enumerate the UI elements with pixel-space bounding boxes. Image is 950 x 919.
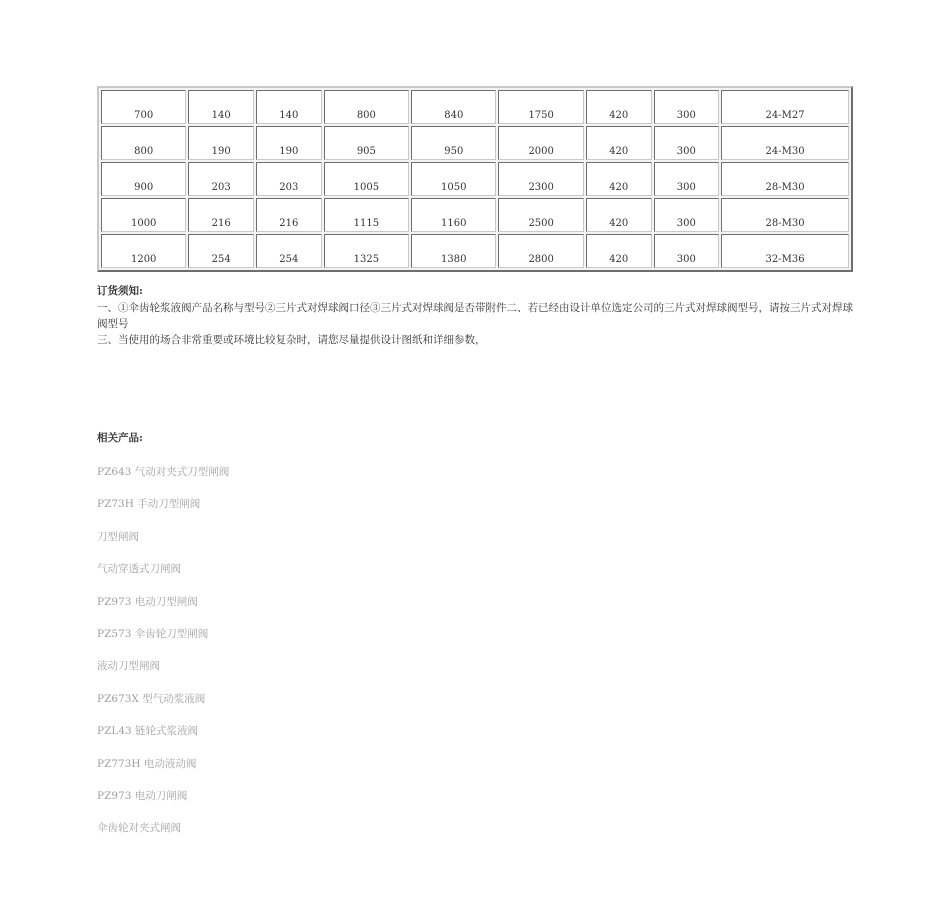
related-product-link[interactable]: PZ973 电动刀型闸阀 — [97, 595, 198, 608]
table-cell: 2500 — [498, 198, 583, 232]
table-cell: 420 — [586, 198, 652, 232]
list-item — [97, 464, 497, 480]
table-cell: 1325 — [324, 234, 409, 268]
table-cell: 216 — [256, 198, 322, 232]
related-products-list — [97, 464, 497, 836]
table-row — [101, 90, 849, 124]
table-cell: 300 — [654, 126, 720, 160]
table-cell: 300 — [654, 90, 720, 124]
table-cell: 800 — [101, 126, 186, 160]
table-cell: 24-M30 — [721, 126, 849, 160]
list-item — [97, 691, 497, 707]
order-notes-line-2: 三、当使用的场合非常重要或环境比较复杂时，请您尽量提供设计图纸和详细参数， — [97, 334, 486, 346]
table-cell: 840 — [411, 90, 496, 124]
table-cell: 2300 — [498, 162, 583, 196]
order-notes-line-1: 一、①伞齿轮浆液阀产品名称与型号②三片式对焊球阀口径③三片式对焊球阀是否带附件二、若已经由设计单位选定公司的三片式对焊球阀型号，请按三片式对焊球阀型号 — [97, 302, 853, 330]
related-product-link[interactable]: PZL43 链轮式浆液阀 — [97, 725, 199, 738]
list-item — [97, 788, 497, 804]
table-row — [101, 126, 849, 160]
related-product-link[interactable]: 液动刀型闸阀 — [97, 660, 160, 673]
table-cell: 905 — [324, 126, 409, 160]
related-product-link[interactable]: PZ73H 手动刀型闸阀 — [97, 498, 201, 511]
list-item — [97, 658, 497, 674]
order-notes — [97, 283, 857, 348]
table-cell: 420 — [586, 90, 652, 124]
table-cell: 203 — [188, 162, 254, 196]
table-cell: 140 — [188, 90, 254, 124]
table-cell: 1160 — [411, 198, 496, 232]
table-cell: 28-M30 — [721, 198, 849, 232]
related-product-link[interactable]: 刀型闸阀 — [97, 530, 139, 543]
list-item — [97, 496, 497, 512]
table-cell: 1005 — [324, 162, 409, 196]
table-cell: 1000 — [101, 198, 186, 232]
table-cell: 950 — [411, 126, 496, 160]
table-cell: 1380 — [411, 234, 496, 268]
table-cell: 900 — [101, 162, 186, 196]
table-cell: 203 — [256, 162, 322, 196]
table-cell: 1050 — [411, 162, 496, 196]
table-cell: 420 — [586, 126, 652, 160]
table-cell: 28-M30 — [721, 162, 849, 196]
related-products-title: 相关产品: — [97, 432, 143, 444]
spec-table — [97, 86, 853, 272]
table-cell: 300 — [654, 198, 720, 232]
list-item — [97, 594, 497, 610]
table-row — [101, 162, 849, 196]
table-cell: 254 — [256, 234, 322, 268]
related-product-link[interactable]: PZ643 气动对夹式刀型闸阀 — [97, 466, 230, 478]
table-cell: 1200 — [101, 234, 186, 268]
table-cell: 420 — [586, 234, 652, 268]
related-product-link[interactable]: PZ573 伞齿轮刀型闸阀 — [97, 627, 209, 640]
list-item — [97, 529, 497, 545]
list-item — [97, 561, 497, 577]
table-cell: 2800 — [498, 234, 583, 268]
list-item — [97, 820, 497, 836]
related-product-link[interactable]: PZ973 电动刀闸阀 — [97, 789, 188, 802]
related-product-link[interactable]: PZ773H 电动液动阀 — [97, 757, 197, 770]
table-row — [101, 234, 849, 268]
table-cell: 1115 — [324, 198, 409, 232]
order-notes-title: 订货须知: — [97, 285, 143, 297]
table-cell: 300 — [654, 162, 720, 196]
related-product-link[interactable]: 伞齿轮对夹式闸阀 — [97, 822, 181, 835]
list-item — [97, 756, 497, 772]
list-item — [97, 723, 497, 739]
related-product-link[interactable]: PZ673X 型气动浆液阀 — [97, 692, 206, 705]
table-cell: 800 — [324, 90, 409, 124]
table-row — [101, 198, 849, 232]
table-cell: 216 — [188, 198, 254, 232]
table-cell: 1750 — [498, 90, 583, 124]
table-cell: 2000 — [498, 126, 583, 160]
table-cell: 300 — [654, 234, 720, 268]
table-cell: 420 — [586, 162, 652, 196]
related-product-link[interactable]: 气动穿透式刀闸阀 — [97, 563, 181, 576]
table-cell: 24-M27 — [721, 90, 849, 124]
table-cell: 700 — [101, 90, 186, 124]
table-cell: 190 — [256, 126, 322, 160]
list-item — [97, 626, 497, 642]
table-cell: 32-M36 — [721, 234, 849, 268]
table-cell: 140 — [256, 90, 322, 124]
table-cell: 190 — [188, 126, 254, 160]
related-products — [97, 430, 497, 853]
table-cell: 254 — [188, 234, 254, 268]
